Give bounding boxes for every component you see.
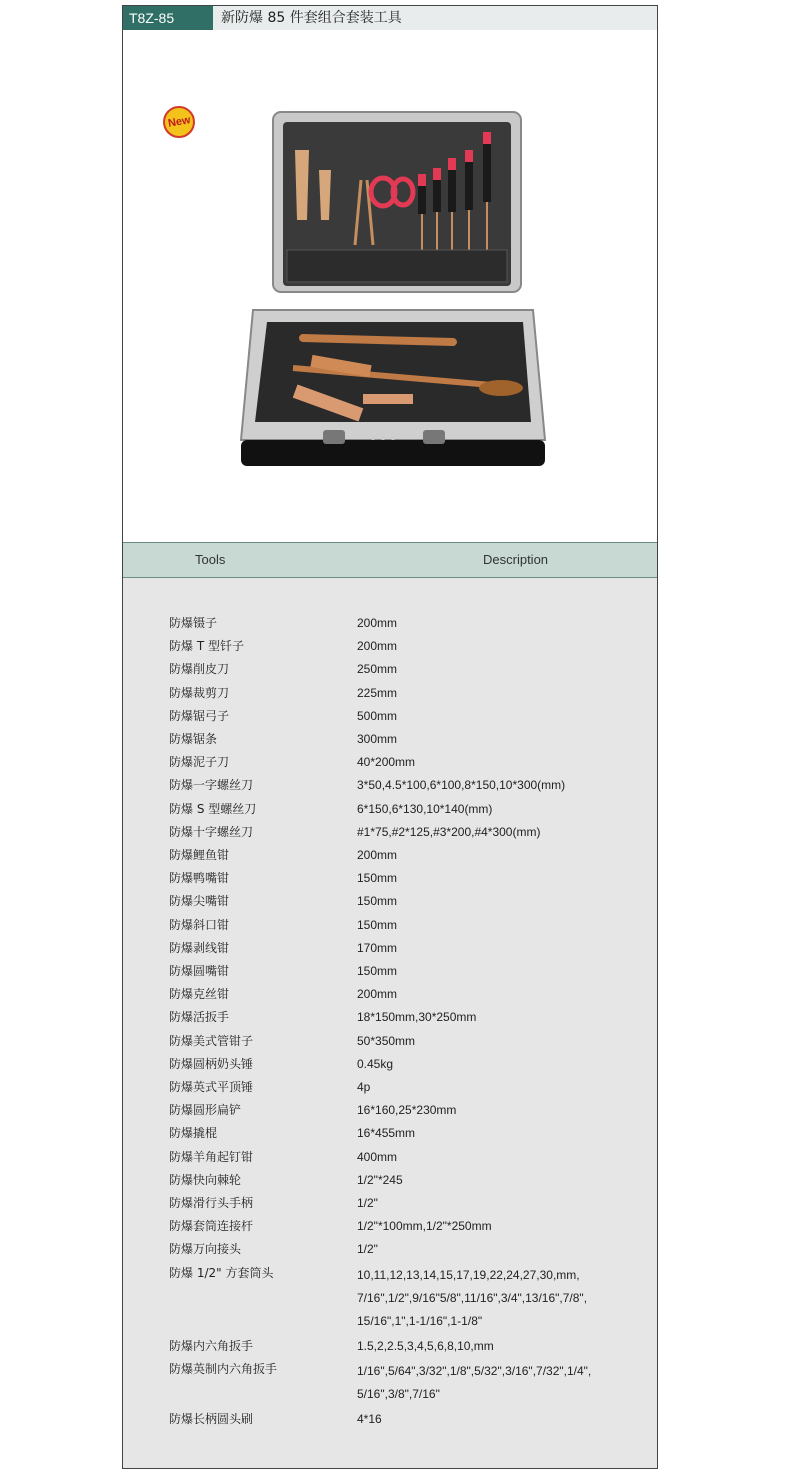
table-row [169,1078,649,1098]
description-line: 150mm [357,894,398,909]
tool-name: 防爆锯弓子 [169,708,230,723]
tool-name: 防爆鸭嘴钳 [169,871,230,886]
description-line: 15/16",1",1-1/16",1-1/8" [357,1314,483,1329]
tool-description [357,660,647,680]
tool-name: 防爆鲤鱼钳 [169,848,230,863]
description-line: 1/2" [357,1242,378,1257]
column-header-tools: Tools [195,552,226,567]
tool-description [357,1078,647,1098]
tool-name: 防爆长柄圆头刷 [169,1411,254,1426]
description-line: 0.45kg [357,1056,394,1071]
tool-description [357,916,647,936]
tool-description [357,1217,647,1237]
tool-description [357,1032,647,1052]
description-line: 1.5,2,2.5,3,4,5,6,8,10,mm [357,1338,494,1353]
tool-name: 防爆圆柄奶头锤 [169,1056,254,1071]
description-line: 150mm [357,917,398,932]
table-row [169,1217,649,1237]
tool-description [357,730,647,750]
table-rows [169,614,649,1433]
description-line: 170mm [357,940,398,955]
table-row [169,1171,649,1191]
description-line: 1/2" [357,1196,378,1211]
description-line: 5/16",3/8",7/16" [357,1387,440,1402]
tool-name: 防爆撬棍 [169,1126,218,1141]
description-line: 200mm [357,616,398,630]
tool-name: 防爆内六角扳手 [169,1338,254,1353]
tool-description [357,1410,647,1430]
table-row [169,985,649,1005]
table-row [169,1032,649,1052]
title-bar [123,6,657,30]
tool-description [357,1360,647,1406]
new-badge-label: New [166,114,192,130]
description-line: 200mm [357,639,398,654]
description-line: 7/16",1/2",9/16"5/8",11/16",3/4",13/16",7/8", [357,1290,588,1305]
description-line: 1/2"*245 [357,1172,403,1187]
tool-name: 防爆美式管钳子 [169,1033,254,1048]
tool-description [357,869,647,889]
tool-description [357,684,647,704]
description-line: 40*200mm [357,755,416,770]
tool-description [357,846,647,866]
description-line: 200mm [357,987,398,1002]
tool-description [357,1194,647,1214]
tool-name: 防爆万向接头 [169,1242,242,1257]
tool-name: 防爆 T 型钎子 [169,639,244,654]
product-card [122,5,658,1469]
table-row [169,962,649,982]
table-row [169,800,649,820]
table-row [169,1148,649,1168]
tool-name: 防爆一字螺丝刀 [169,778,254,793]
tool-description [357,637,647,657]
tool-name: 防爆圆嘴钳 [169,964,230,979]
table-row [169,776,649,796]
description-line: 200mm [357,848,398,863]
tool-name: 防爆十字螺丝刀 [169,824,254,839]
description-line: 3*50,4.5*100,6*100,8*150,10*300(mm) [357,778,566,793]
description-line: 16*455mm [357,1126,416,1141]
description-line: 400mm [357,1149,398,1164]
tool-description [357,1240,647,1260]
table-row [169,1240,649,1260]
table-row [169,1124,649,1144]
tool-description [357,823,647,843]
table-row [169,1264,649,1334]
table-row [169,1194,649,1214]
tool-name: 防爆 1/2" 方套筒头 [169,1265,274,1280]
tool-name: 防爆削皮刀 [169,662,230,677]
tool-description [357,1171,647,1191]
tool-description [357,962,647,982]
description-line: 10,11,12,13,14,15,17,19,22,24,27,30,mm, [357,1267,580,1282]
table-row [169,1055,649,1075]
tool-name: 防爆斜口钳 [169,917,230,932]
product-title: 新防爆 85 件套组合套装工具 [213,6,657,30]
table-row [169,707,649,727]
tool-description [357,985,647,1005]
tool-name: 防爆 S 型螺丝刀 [169,801,257,816]
description-line: 225mm [357,685,398,700]
table-row [169,1360,649,1406]
description-line: 6*150,6*130,10*140(mm) [357,801,493,816]
description-line: 250mm [357,662,398,677]
table-row [169,637,649,657]
tool-name: 防爆英式平顶锤 [169,1080,254,1095]
table-row [169,916,649,936]
tool-name: 防爆裁剪刀 [169,685,230,700]
tool-name: 防爆羊角起钉钳 [169,1149,254,1164]
table-row [169,753,649,773]
description-line: 1/16",5/64",3/32",1/8",5/32",3/16",7/32",1/4", [357,1364,592,1378]
tool-name: 防爆泥子刀 [169,755,230,770]
new-badge-icon [163,106,195,138]
description-line: 1/2"*100mm,1/2"*250mm [357,1219,492,1234]
tool-description [357,1124,647,1144]
tool-name: 防爆镊子 [169,616,218,630]
table-row [169,869,649,889]
tool-description [357,800,647,820]
table-row [169,660,649,680]
description-line: 16*160,25*230mm [357,1103,457,1118]
description-line: 4*16 [357,1411,382,1426]
tool-name: 防爆套筒连接杆 [169,1219,254,1234]
tool-description [357,1264,647,1334]
description-line: 150mm [357,964,398,979]
tool-name: 防爆快向棘轮 [169,1172,242,1187]
tool-description [357,1008,647,1028]
tool-name: 防爆圆形扁铲 [169,1103,242,1118]
tool-name: 防爆锯条 [169,732,218,747]
table-row [169,892,649,912]
table-row [169,730,649,750]
tool-name: 防爆滑行头手柄 [169,1196,254,1211]
description-line: 150mm [357,871,398,886]
table-row [169,614,649,634]
tool-description [357,1055,647,1075]
tool-name: 防爆活扳手 [169,1010,230,1025]
description-line: 500mm [357,708,398,723]
tool-name: 防爆剥线钳 [169,940,230,955]
tool-description [357,892,647,912]
tool-description [357,614,647,634]
description-line: 300mm [357,732,398,747]
description-line: 18*150mm,30*250mm [357,1010,477,1025]
table-row [169,939,649,959]
table-row [169,1008,649,1028]
tool-description [357,707,647,727]
description-line: #1*75,#2*125,#3*200,#4*300(mm) [357,824,541,839]
tool-description [357,1148,647,1168]
product-code: T8Z-85 [123,6,213,30]
tool-description [357,939,647,959]
description-line: 4p [357,1080,371,1095]
table-row [169,846,649,866]
table-row [169,684,649,704]
table-body [123,578,657,1468]
table-row [169,1337,649,1357]
tool-name: 防爆英制内六角扳手 [169,1362,278,1376]
tool-description [357,776,647,796]
product-image-area [123,30,657,542]
table-row [169,1101,649,1121]
tool-description [357,1337,647,1357]
tool-description [357,753,647,773]
description-line: 50*350mm [357,1033,416,1048]
column-header-description: Description [483,552,549,567]
table-header [123,542,657,578]
table-row [169,1410,649,1430]
tool-case-photo [233,110,553,472]
table-row [169,823,649,843]
tool-name: 防爆克丝钳 [169,987,230,1002]
tool-name: 防爆尖嘴钳 [169,894,230,909]
tool-description [357,1101,647,1121]
